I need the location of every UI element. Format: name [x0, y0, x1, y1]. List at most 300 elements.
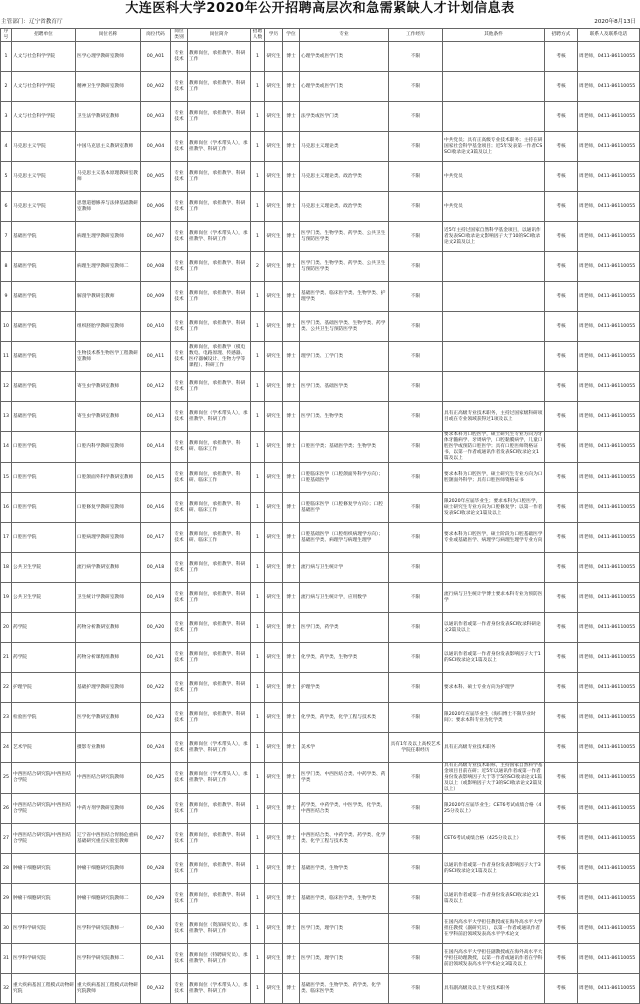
table-cell: 周老师，0411-86110055: [578, 312, 640, 342]
table-cell: 具有1年及以上高校艺术学院任职经历: [389, 733, 443, 763]
table-cell: 1: [251, 312, 265, 342]
table-cell: 教师岗位，承担教学、科研工作: [188, 643, 251, 673]
table-cell: 不限: [389, 613, 443, 643]
table-cell: 研究生: [265, 102, 283, 132]
table-cell: 研究生: [265, 132, 283, 162]
table-cell: 药物分析教研室教师: [76, 613, 141, 643]
table-row: [1, 282, 640, 312]
table-cell: 博士: [283, 192, 300, 222]
table-cell: 博士: [283, 794, 300, 824]
table-cell: [443, 282, 545, 312]
table-cell: 考核: [545, 493, 578, 523]
table-cell: 专业技术: [171, 252, 188, 282]
table-cell: 以通讯作者或第一作者身份发表SCI收录论文1篇及以上: [443, 884, 545, 914]
table-cell: 专业技术: [171, 703, 188, 733]
table-cell: 00_A31: [141, 944, 171, 974]
table-cell: 马克思主义学院: [12, 162, 76, 192]
table-cell: 博士: [283, 583, 300, 613]
table-cell: 考核: [545, 102, 578, 132]
table-cell: 教师岗位，承担教学、科研工作: [188, 673, 251, 703]
table-row: [1, 463, 640, 493]
table-cell: 1: [251, 613, 265, 643]
table-cell: 周老师，0411-86110055: [578, 583, 640, 613]
table-cell: 专业技术: [171, 794, 188, 824]
table-cell: 周老师，0411-86110055: [578, 884, 640, 914]
table-cell: 不限: [389, 282, 443, 312]
table-cell: 周老师，0411-86110055: [578, 703, 640, 733]
table-cell: [443, 252, 545, 282]
table-cell: 1: [251, 884, 265, 914]
table-cell: 口腔医学类；基础医学类；生物学类: [300, 432, 389, 463]
table-cell: 中共党员: [443, 192, 545, 222]
table-cell: 00_A25: [141, 763, 171, 794]
table-row: [1, 72, 640, 102]
table-cell: 研究生: [265, 402, 283, 432]
table-cell: 1: [251, 854, 265, 884]
table-cell: 1: [251, 132, 265, 162]
table-cell: 教师岗位（学术带头人），承担教学、科研工作: [188, 402, 251, 432]
table-cell: 11: [1, 342, 12, 372]
table-cell: 1: [251, 794, 265, 824]
table-cell: 专业技术: [171, 463, 188, 493]
table-cell: 口腔医学院: [12, 493, 76, 523]
table-cell: 不限: [389, 914, 443, 944]
table-cell: 00_A21: [141, 643, 171, 673]
table-row: [1, 132, 640, 162]
table-cell: 肿瘤干细胞研究院教师二: [76, 884, 141, 914]
table-cell: 考核: [545, 72, 578, 102]
table-cell: 1: [251, 733, 265, 763]
column-header: 联系人及联系电话: [578, 29, 640, 42]
table-cell: 口腔临床医学（口腔颌面外科学方向）；口腔基础医学: [300, 463, 389, 493]
table-cell: 考核: [545, 914, 578, 944]
table-cell: 考核: [545, 42, 578, 72]
table-cell: 周老师，0411-86110055: [578, 432, 640, 463]
table-cell: 不限: [389, 72, 443, 102]
table-cell: 卫生法学教研室教师: [76, 102, 141, 132]
table-cell: 不限: [389, 673, 443, 703]
table-cell: 不限: [389, 222, 443, 252]
table-cell: 00_A07: [141, 222, 171, 252]
table-cell: 马克思主义理论类、政治学类: [300, 162, 389, 192]
table-cell: 考核: [545, 733, 578, 763]
table-cell: 教师岗位，承担教学、科研工作: [188, 282, 251, 312]
table-cell: 检验医学院: [12, 703, 76, 733]
table-cell: 医学科学研究院: [12, 944, 76, 974]
table-cell: 00_A02: [141, 72, 171, 102]
table-cell: 博士: [283, 312, 300, 342]
table-cell: 1: [251, 523, 265, 553]
table-cell: 周老师，0411-86110055: [578, 463, 640, 493]
table-cell: 00_A01: [141, 42, 171, 72]
table-cell: 教师岗位，承担教学、科研工作: [188, 192, 251, 222]
table-cell: 00_A27: [141, 824, 171, 854]
table-cell: 专业技术: [171, 944, 188, 974]
table-cell: 1: [251, 583, 265, 613]
table-cell: 考核: [545, 342, 578, 372]
table-cell: 周老师，0411-86110055: [578, 252, 640, 282]
table-cell: 具有副高级及以上专业技术职务: [443, 974, 545, 1004]
table-cell: 研究生: [265, 583, 283, 613]
table-cell: 中国马克思主义教研室教师: [76, 132, 141, 162]
table-cell: 9: [1, 282, 12, 312]
table-cell: 博士: [283, 944, 300, 974]
table-cell: 博士: [283, 463, 300, 493]
table-row: [1, 402, 640, 432]
table-cell: 医学门类、生物学类、药学类、公共卫生与预防医学类: [300, 252, 389, 282]
table-cell: 不限: [389, 854, 443, 884]
table-cell: 专业技术: [171, 884, 188, 914]
table-cell: 博士: [283, 72, 300, 102]
table-cell: 在国内高水平大学担任教授或在海外高水平大学担任教授（副研究员），以第一作者或通讯作者在学科前沿领域发表高水平学术论文: [443, 914, 545, 944]
table-row: [1, 673, 640, 703]
table-cell: 卫生统计学教研室教师: [76, 583, 141, 613]
table-cell: 17: [1, 523, 12, 553]
table-cell: 专业技术: [171, 763, 188, 794]
table-cell: 要求本科为口腔医学，硕士研究生专业方向为口腔颌面外科学；具有口腔医师资格证书: [443, 463, 545, 493]
table-cell: [443, 72, 545, 102]
table-row: [1, 583, 640, 613]
table-cell: 00_A09: [141, 282, 171, 312]
table-cell: 专业技术: [171, 192, 188, 222]
table-cell: 研究生: [265, 974, 283, 1004]
table-cell: 00_A08: [141, 252, 171, 282]
table-cell: 8: [1, 252, 12, 282]
table-cell: 心理学类或医学门类: [300, 42, 389, 72]
table-cell: 限2020年应届毕业生；CET6考试成绩合格（425分及以上）: [443, 794, 545, 824]
table-cell: 不限: [389, 643, 443, 673]
table-cell: 医学门类，药学类: [300, 613, 389, 643]
table-cell: 人文与社会科学学院: [12, 102, 76, 132]
table-cell: 口腔内科学教研室教师: [76, 432, 141, 463]
table-cell: 口腔颌面外科学教研室教师: [76, 463, 141, 493]
table-cell: 博士: [283, 493, 300, 523]
table-cell: 不限: [389, 974, 443, 1004]
table-cell: 教师岗位，承担教学、科研工作: [188, 42, 251, 72]
table-cell: 3: [1, 102, 12, 132]
table-cell: 不限: [389, 342, 443, 372]
table-cell: 中西医结合研究院/中西医结合学院: [12, 824, 76, 854]
table-cell: 博士: [283, 613, 300, 643]
table-cell: 研究生: [265, 854, 283, 884]
table-cell: 1: [1, 42, 12, 72]
table-cell: 博士: [283, 553, 300, 583]
table-cell: 29: [1, 884, 12, 914]
table-cell: CET6考试成绩合格（425分及以上）: [443, 824, 545, 854]
table-cell: 近5年主持过国家自然科学基金项目，以通讯作者发表SCI收录论文影响因子大于10的SCI收录论文2篇及以上: [443, 222, 545, 252]
table-cell: 教师岗位（学术带头人），承担教学、科研工作: [188, 132, 251, 162]
table-cell: 基础医学院: [12, 372, 76, 402]
table-cell: 考核: [545, 523, 578, 553]
table-cell: 流行病与卫生统计学博士要求本科专业为预防医学: [443, 583, 545, 613]
table-cell: 研究生: [265, 312, 283, 342]
table-cell: 不限: [389, 553, 443, 583]
table-cell: 1: [251, 974, 265, 1004]
table-cell: 教师岗位，承担教学、科研工作: [188, 372, 251, 402]
table-cell: 研究生: [265, 553, 283, 583]
table-row: [1, 824, 640, 854]
table-cell: 1: [251, 222, 265, 252]
table-cell: [443, 102, 545, 132]
table-cell: 教师岗位，承担教学、科研、临床工作: [188, 493, 251, 523]
table-cell: 考核: [545, 673, 578, 703]
table-cell: 研究生: [265, 222, 283, 252]
table-cell: 专业技术: [171, 72, 188, 102]
table-cell: 考核: [545, 884, 578, 914]
table-cell: 00_A04: [141, 132, 171, 162]
table-row: [1, 192, 640, 222]
table-cell: 周老师，0411-86110055: [578, 342, 640, 372]
table-cell: 周老师，0411-86110055: [578, 643, 640, 673]
table-cell: 医学门类、中西医结合类、中药学类、药学类: [300, 763, 389, 794]
table-cell: 00_A28: [141, 854, 171, 884]
table-cell: 研究生: [265, 643, 283, 673]
table-cell: 口腔医学院: [12, 463, 76, 493]
table-row: [1, 643, 640, 673]
table-cell: 周老师，0411-86110055: [578, 493, 640, 523]
table-cell: 1: [251, 432, 265, 463]
table-cell: 研究生: [265, 523, 283, 553]
table-row: [1, 342, 640, 372]
table-cell: 1: [251, 102, 265, 132]
table-cell: 考核: [545, 162, 578, 192]
table-header: [1, 29, 640, 42]
table-cell: 不限: [389, 312, 443, 342]
table-cell: 精神卫生学教研室教师: [76, 72, 141, 102]
column-header: 岗位名称: [76, 29, 141, 42]
table-cell: [443, 342, 545, 372]
table-cell: 00_A16: [141, 493, 171, 523]
table-cell: 不限: [389, 884, 443, 914]
table-cell: 研究生: [265, 72, 283, 102]
table-cell: 医学门类、基础医学类、生物学类、药学类、公共卫生与预防医学类: [300, 312, 389, 342]
table-cell: 中西医结合类、中药学类、药学类、化学类、化学工程与技术类: [300, 824, 389, 854]
table-cell: 周老师，0411-86110055: [578, 222, 640, 252]
table-cell: 教师岗位（学术带头人），承担教学、科研工作: [188, 763, 251, 794]
table-cell: 研究生: [265, 162, 283, 192]
table-cell: 解剖学教研室教师: [76, 282, 141, 312]
table-cell: 1: [251, 282, 265, 312]
table-cell: 考核: [545, 372, 578, 402]
table-cell: 25: [1, 763, 12, 794]
table-cell: 医学科学研究院教师一: [76, 914, 141, 944]
table-cell: 考核: [545, 282, 578, 312]
table-cell: 专业技术: [171, 824, 188, 854]
table-cell: 专业技术: [171, 132, 188, 162]
table-cell: 研究生: [265, 493, 283, 523]
table-cell: 10: [1, 312, 12, 342]
table-cell: 博士: [283, 523, 300, 553]
table-cell: 口腔基础医学（口腔组织病理学方向）；基础医学类、病理学与病理生理学: [300, 523, 389, 553]
table-cell: 考核: [545, 854, 578, 884]
table-cell: 中西医结合研究院/中西医结合学院: [12, 794, 76, 824]
table-cell: 考核: [545, 222, 578, 252]
table-cell: 专业技术: [171, 733, 188, 763]
table-cell: 19: [1, 583, 12, 613]
table-cell: 30: [1, 914, 12, 944]
table-cell: 辽宁省中西医结合胃肠危重病基础研究重点实验室教师: [76, 824, 141, 854]
table-cell: 护理学类: [300, 673, 389, 703]
table-cell: 1: [251, 703, 265, 733]
table-cell: 考核: [545, 252, 578, 282]
table-cell: 口腔病理学教研室教师: [76, 523, 141, 553]
table-cell: 教师岗位，承担教学、科研工作: [188, 794, 251, 824]
table-cell: 不限: [389, 372, 443, 402]
table-cell: 博士: [283, 763, 300, 794]
table-cell: 教师岗位，承担教学、科研工作: [188, 553, 251, 583]
table-cell: 马克思主义基本原理教研室教师: [76, 162, 141, 192]
table-cell: 专业技术: [171, 402, 188, 432]
table-cell: 博士: [283, 162, 300, 192]
table-cell: 周老师，0411-86110055: [578, 613, 640, 643]
table-cell: 27: [1, 824, 12, 854]
table-cell: 摄影专业教师: [76, 733, 141, 763]
table-cell: 21: [1, 643, 12, 673]
table-cell: 周老师，0411-86110055: [578, 824, 640, 854]
table-cell: 00_A22: [141, 673, 171, 703]
table-cell: 13: [1, 402, 12, 432]
table-cell: 周老师，0411-86110055: [578, 523, 640, 553]
table-cell: 周老师，0411-86110055: [578, 974, 640, 1004]
table-cell: 教师岗位，承担教学、科研工作: [188, 884, 251, 914]
table-cell: 研究生: [265, 794, 283, 824]
table-cell: 教师岗位，承担教学、科研、临床工作: [188, 432, 251, 463]
table-cell: 周老师，0411-86110055: [578, 102, 640, 132]
table-cell: 1: [251, 673, 265, 703]
table-cell: 周老师，0411-86110055: [578, 402, 640, 432]
table-cell: 公共卫生学院: [12, 553, 76, 583]
table-cell: 马克思主义理论类: [300, 132, 389, 162]
table-cell: 00_A23: [141, 703, 171, 733]
table-cell: 00_A12: [141, 372, 171, 402]
table-cell: 00_A20: [141, 613, 171, 643]
table-cell: 考核: [545, 583, 578, 613]
table-cell: 考核: [545, 974, 578, 1004]
table-cell: 1: [251, 914, 265, 944]
table-cell: 专业技术: [171, 523, 188, 553]
table-cell: 不限: [389, 252, 443, 282]
table-row: [1, 914, 640, 944]
table-cell: 思想道德修养与法律基础教研室教师: [76, 192, 141, 222]
table-cell: 要求本科为口腔医学，硕士阶段为口腔基础医学专业或基础医学、病理学与病理生理学专业方向: [443, 523, 545, 553]
table-row: [1, 703, 640, 733]
table-cell: 专业技术: [171, 553, 188, 583]
table-cell: 医学门类，理学门类: [300, 944, 389, 974]
table-cell: 医学心理学教研室教师: [76, 42, 141, 72]
table-cell: 教师岗位，承担教学、科研工作: [188, 703, 251, 733]
table-row: [1, 523, 640, 553]
table-cell: [443, 42, 545, 72]
table-cell: 博士: [283, 402, 300, 432]
table-cell: 基础医学院: [12, 312, 76, 342]
table-cell: 口腔医学院: [12, 432, 76, 463]
table-cell: 周老师，0411-86110055: [578, 733, 640, 763]
table-row: [1, 493, 640, 523]
table-cell: 不限: [389, 493, 443, 523]
table-body: [1, 42, 640, 1004]
table-cell: 博士: [283, 673, 300, 703]
table-cell: 1: [251, 372, 265, 402]
table-cell: 基础护理学教研室教师: [76, 673, 141, 703]
table-cell: 00_A17: [141, 523, 171, 553]
table-cell: 具有正高级专业技术职务: [443, 733, 545, 763]
table-cell: 人文与社会科学学院: [12, 42, 76, 72]
table-cell: 00_A11: [141, 342, 171, 372]
table-cell: 31: [1, 944, 12, 974]
table-cell: 博士: [283, 884, 300, 914]
column-header: 其他条件: [443, 29, 545, 42]
table-cell: 博士: [283, 643, 300, 673]
column-header: 工作经历: [389, 29, 443, 42]
table-cell: 不限: [389, 944, 443, 974]
table-row: [1, 613, 640, 643]
table-cell: 考核: [545, 643, 578, 673]
table-row: [1, 312, 640, 342]
table-cell: 基础医学院: [12, 282, 76, 312]
table-cell: 1: [251, 763, 265, 794]
table-cell: 考核: [545, 613, 578, 643]
table-cell: 1: [251, 493, 265, 523]
table-cell: 1: [251, 402, 265, 432]
table-cell: 周老师，0411-86110055: [578, 673, 640, 703]
table-cell: 医学门类、生物学类、药学类、公共卫生与预防医学类: [300, 222, 389, 252]
table-cell: 法学类或医学门类: [300, 102, 389, 132]
table-cell: 12: [1, 372, 12, 402]
table-cell: 不限: [389, 703, 443, 733]
table-cell: 不限: [389, 583, 443, 613]
table-cell: 在国内高水平大学担任副教授或在海外高水平大学担任助理教授，以第一作者或通讯作者在学科前沿领域发表高水平学术论文3篇及以上: [443, 944, 545, 974]
table-cell: 15: [1, 463, 12, 493]
table-row: [1, 763, 640, 794]
table-cell: 博士: [283, 102, 300, 132]
table-cell: 研究生: [265, 613, 283, 643]
table-cell: 医学门类、基础医学类: [300, 372, 389, 402]
table-cell: 要求本科、硕士专业方向为护理学: [443, 673, 545, 703]
table-cell: 教师岗位，承担教学（模电数电、电路原理、传感器、医疗器械设计、生物力学等课程）、科研工作: [188, 342, 251, 372]
table-cell: 18: [1, 553, 12, 583]
table-cell: 23: [1, 703, 12, 733]
table-row: [1, 102, 640, 132]
table-cell: 周老师，0411-86110055: [578, 132, 640, 162]
table-cell: 肿瘤干细胞研究院: [12, 884, 76, 914]
table-cell: 1: [251, 553, 265, 583]
table-cell: 不限: [389, 824, 443, 854]
table-cell: 研究生: [265, 372, 283, 402]
table-cell: 不限: [389, 42, 443, 72]
table-cell: 研究生: [265, 342, 283, 372]
table-cell: 00_A19: [141, 583, 171, 613]
table-cell: 口腔医学院: [12, 523, 76, 553]
table-cell: 00_A32: [141, 974, 171, 1004]
table-cell: 不限: [389, 192, 443, 222]
table-cell: 20: [1, 613, 12, 643]
table-cell: 基础医学类、生物学类、药学类、化学类、临床医学类: [300, 974, 389, 1004]
table-row: [1, 854, 640, 884]
table-cell: 马克思主义理论类、政治学类: [300, 192, 389, 222]
table-cell: 专业技术: [171, 312, 188, 342]
table-cell: 药学院: [12, 613, 76, 643]
table-cell: 口腔临床医学（口腔修复学方向）；口腔基础医学: [300, 493, 389, 523]
table-cell: 1: [251, 463, 265, 493]
table-cell: 周老师，0411-86110055: [578, 763, 640, 794]
table-cell: 专业技术: [171, 102, 188, 132]
table-cell: 考核: [545, 824, 578, 854]
column-header: 岗位类别: [171, 29, 188, 42]
table-cell: 艺术学院: [12, 733, 76, 763]
table-cell: 中西医结合研究院教师: [76, 763, 141, 794]
table-row: [1, 733, 640, 763]
column-header: 招聘单位: [12, 29, 76, 42]
